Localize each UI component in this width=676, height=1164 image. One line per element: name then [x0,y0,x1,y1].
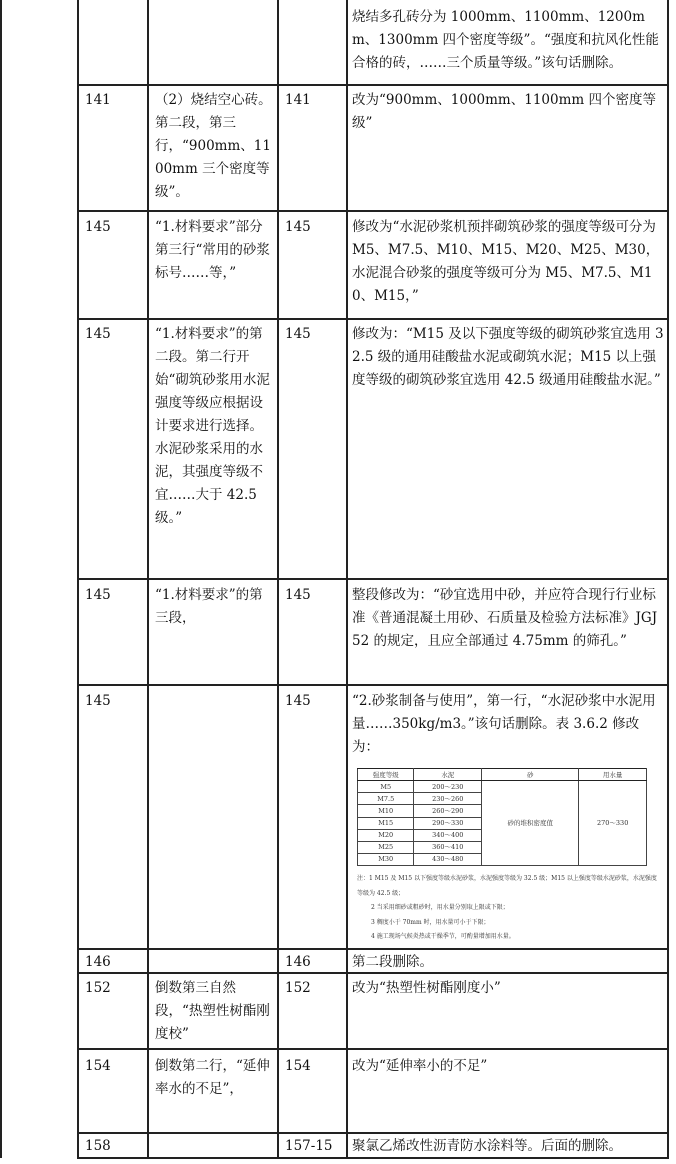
row-6-orig-page: 146 [85,954,111,970]
note-1: 注：1 M15 及 M15 以下强度等级水泥砂浆，水泥强度等级为 32.5 级；M15 以上强度等级水泥砂浆，水泥强度等级为 42.5 级； [357,875,657,897]
grade-cell: M25 [358,841,414,853]
row-6-new-page: 146 [285,954,311,970]
row-7-orig-page: 152 [85,980,111,996]
grade-cell: M15 [358,817,414,829]
row-1-new-page: 141 [285,92,311,108]
row-5-new-page: 145 [285,693,311,709]
row-2-new-page: 145 [285,219,311,235]
row-1-orig-text: （2）烧结空心砖。第二段，第三行，“900mm、1100mm 三个密度等级”。 [155,92,272,200]
cement-cell: 360～410 [414,841,482,853]
row-3-orig-page: 145 [85,326,111,342]
row-3-orig-text: “1.材料要求”的第二段。第二行开始“砌筑砂浆用水泥强度等级应根据设计要求进行选择。水泥砂浆采用的水泥，其强度等级不宜……大于 42.5 级。” [155,326,270,526]
header-grade: 强度等级 [358,769,414,781]
note-4: 4 施工现场气候炎热或干燥季节，可酌量增加用水量。 [371,933,515,940]
row-4-orig-text: “1.材料要求”的第三段， [155,587,263,626]
row-3-modification: 修改为：“M15 及以下强度等级的砌筑砂浆宜选用 32.5 级的通用硅酸盐水泥或砌筑水泥；M15 以上强度等级的砌筑砂浆宜选用 42.5 级通用硅酸盐水泥。” [352,326,664,388]
sand-cell: 砂的堆积密度值 [482,781,579,866]
mortar-mix-table [357,768,647,866]
cement-cell: 430～480 [414,853,482,865]
header-cement: 水泥 [414,769,482,781]
row-9-new-page: 157-15 [285,1138,333,1154]
cement-cell: 230～260 [414,793,482,805]
row-4-orig-page: 145 [85,587,111,603]
row-5-modification: “2.砂浆制备与使用”，第一行，“水泥砂浆中水泥用量……350kg/m3。”该句话删除。表 3.6.2 修改为： [352,693,656,755]
row-1-orig-page: 141 [85,92,111,108]
cement-cell: 340～400 [414,829,482,841]
row-0-modification: 烧结多孔砖分为 1000mm、1100mm、1200mm、1300mm 四个密度等级”。“强度和抗风化性能合格的砖，……三个质量等级。”该句话删除。 [352,9,659,71]
grade-cell: M7.5 [358,793,414,805]
row-4-new-page: 145 [285,587,311,603]
water-cell: 270～330 [579,781,647,866]
row-2-orig-text: “1.材料要求”部分 第三行“常用的砂浆标号……等，” [155,219,270,281]
grade-cell: M5 [358,781,414,793]
row-2-orig-page: 145 [85,219,111,235]
grade-cell: M10 [358,805,414,817]
cement-cell: 200～230 [414,781,482,793]
header-water: 用水量 [579,769,647,781]
note-3: 3 稠度小于 70mm 时，用水量可小于下限； [371,918,490,926]
row-8-orig-page: 154 [85,1058,111,1074]
cement-cell: 290～330 [414,817,482,829]
grade-cell: M20 [358,829,414,841]
row-1-modification: 改为“900mm、1000mm、1100mm 四个密度等级” [352,92,656,131]
grade-cell: M30 [358,853,414,865]
row-3-new-page: 145 [285,326,311,342]
row-8-new-page: 154 [285,1058,311,1074]
row-7-new-page: 152 [285,980,311,996]
header-sand: 砂 [482,769,579,781]
table-notes [357,872,657,945]
row-8-orig-text: 倒数第二行，“延伸率水的不足”， [155,1058,270,1097]
row-2-modification: 修改为“水泥砂浆机预拌砌筑砂浆的强度等级可分为 M5、M7.5、M10、M15、M20、M25、M30，水泥混合砂浆的强度等级可分为 M5、M7.5、M10、M15，” [352,219,660,304]
row-4-modification: 整段修改为：“砂宜选用中砂，并应符合现行行业标准《普通混凝土用砂、石质量及检验方法标准》JGJ 52 的规定，且应全部通过 4.75mm 的筛孔。” [352,587,658,649]
cement-cell: 260～290 [414,805,482,817]
note-2: 2 当采用细砂或粗砂时，用水量分别取上限或下限； [371,904,509,911]
row-5-orig-page: 145 [85,693,111,709]
row-8-modification: 改为“延伸率小的不足” [352,1058,488,1074]
row-9-modification: 聚氯乙烯改性沥青防水涂料等。后面的删除。 [352,1138,622,1154]
row-6-modification: 第二段删除。 [352,954,433,970]
row-9-orig-page: 158 [85,1138,111,1154]
row-7-orig-text: 倒数第三自然段，“热塑性树酯刚度校” [155,980,270,1042]
row-7-modification: 改为“热塑性树酯刚度小” [352,980,501,996]
